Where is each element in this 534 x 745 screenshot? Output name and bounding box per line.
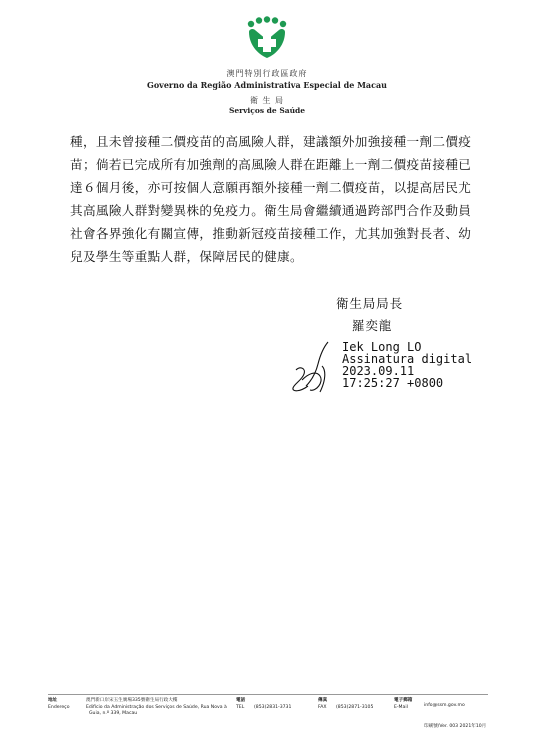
footer-email-label-zh: 電子郵箱 xyxy=(394,698,413,703)
department-name-chinese: 衛 生 局 xyxy=(249,96,285,105)
footer-address-label-pt: Endereço xyxy=(48,705,70,710)
letter-body xyxy=(70,130,472,268)
signatory-name: 羅奕龍 xyxy=(352,318,393,333)
footer-address-pt-line2: Guia, n.º 339, Macau xyxy=(89,711,138,716)
handwritten-signature xyxy=(290,340,350,396)
department-name-portuguese: Serviços de Saúde xyxy=(228,106,306,115)
footer-email-value[interactable]: info@ssm.gov.mo xyxy=(424,703,465,708)
body-line: 其高風險人群對變異株的免疫力。衛生局會繼續通過跨部門合作及動員 xyxy=(70,203,472,218)
body-line: 達６個月後，亦可按個人意願再額外接種一劑二價疫苗，以提高居民尤 xyxy=(70,180,472,195)
body-line: 苗；倘若已完成所有加強劑的高風險人群在距離上一劑二價疫苗接種已 xyxy=(70,157,472,172)
body-line: 社會各界強化有關宣傳，推動新冠疫苗接種工作，尤其加強對長者、幼 xyxy=(70,226,472,241)
digital-signer: Iek Long LO xyxy=(342,340,422,354)
signatory-title: 衛生局局長 xyxy=(336,296,403,311)
government-name-portuguese: Governo da Região Administrativa Especial de Macau xyxy=(147,80,387,90)
footer-tel-label-zh: 電話 xyxy=(236,698,246,703)
body-line: 兒及學生等重點人群，保障居民的健康。 xyxy=(70,249,303,264)
body-line: 種，且未曾接種二價疫苗的高風險人群，建議額外加強接種一劑二價疫 xyxy=(70,134,472,149)
health-bureau-logo-icon xyxy=(245,16,289,60)
footer-address-zh: 澳門新口岸宋玉生廣場335號衛生局行政大樓 xyxy=(86,698,178,703)
footer-form-reference: 印刷號/Ver. 003 2021年10月 xyxy=(424,724,487,729)
government-name-chinese: 澳門特別行政區政府 xyxy=(226,69,308,78)
digital-signature-block xyxy=(342,341,472,389)
footer-email-label-pt: E-Mail xyxy=(394,705,408,710)
footer-tel-value: (853)2831-3731 xyxy=(254,705,292,710)
digital-signature-date: 2023.09.11 xyxy=(342,364,415,378)
digital-signature-time: 17:25:27 +0800 xyxy=(342,376,444,390)
footer-tel-label-pt: TEL xyxy=(236,705,245,710)
digital-signature-label: Assinatura digital xyxy=(342,352,473,366)
footer-divider xyxy=(48,694,488,695)
footer-address-label-zh: 地址 xyxy=(48,698,58,703)
footer-fax-label-pt: FAX xyxy=(318,705,327,710)
footer-fax-value: (853)2871-3105 xyxy=(336,705,374,710)
footer-address-pt-line1: Edifício da Administração dos Serviços de Saúde, Rua Nova à xyxy=(86,705,227,710)
footer-fax-label-zh: 傳真 xyxy=(318,698,328,703)
